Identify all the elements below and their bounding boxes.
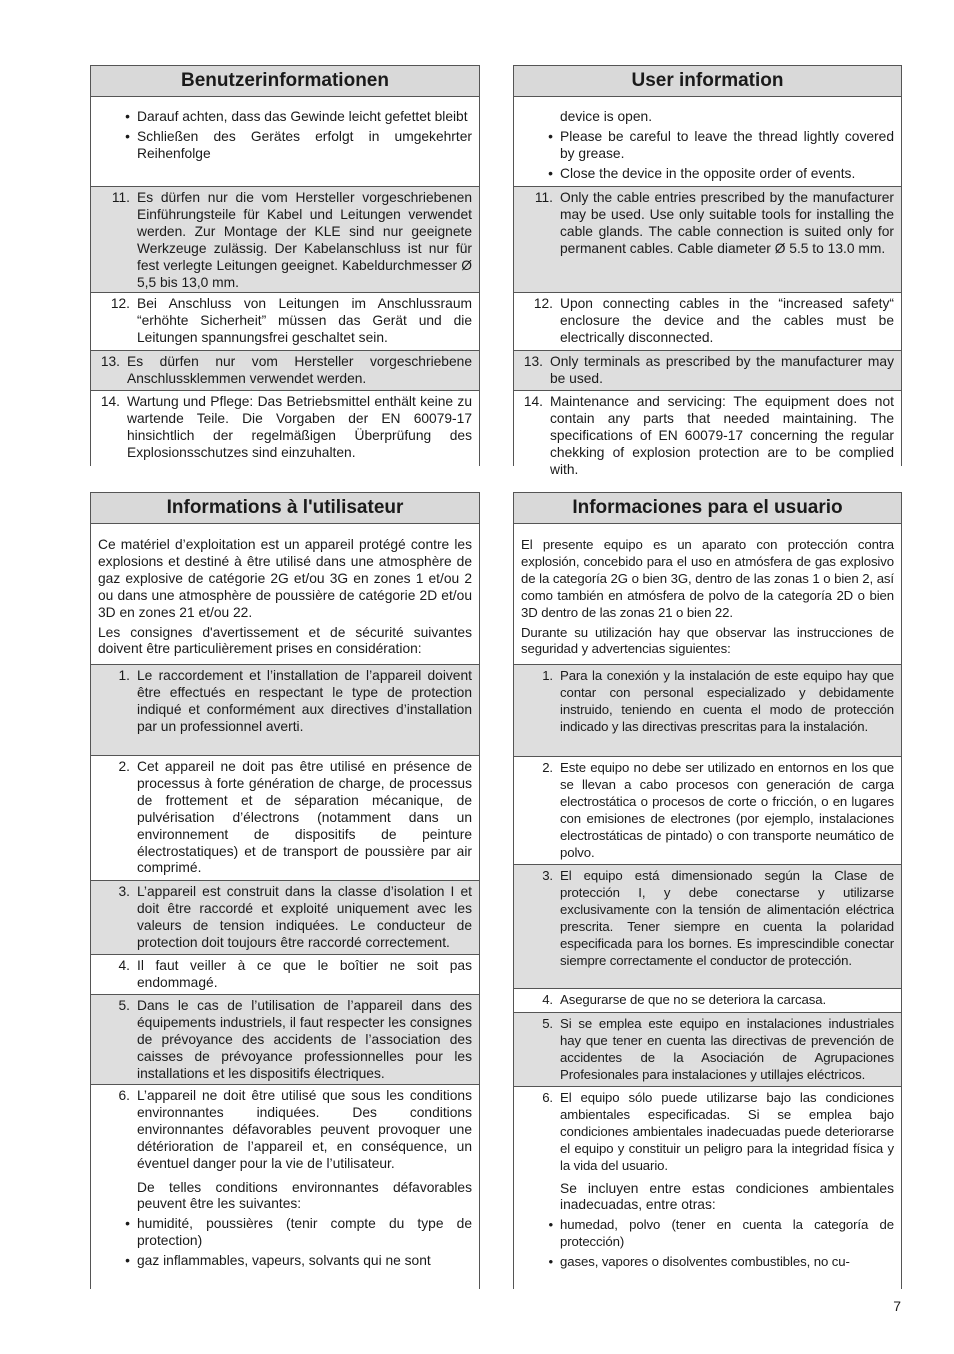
bullet-item: • humidité, poussières (tenir compte du type de protection) [98,1216,472,1250]
section-de [90,65,480,466]
list-item: 13. Es dürfen nur vom Hersteller vorgeschriebene Anschlussklemmen verwendet werden. [91,351,479,391]
bullet-item: • Close the device in the opposite order of events. [521,166,894,183]
list-item: 4. Il faut veiller à ce que le boîtier ne soit pas endommagé. [91,955,479,995]
list-item: 14. Maintenance and servicing: The equipment does not contain any parts that needed maintaining. The specifications of EN 60079-17 concerning the regular chekking of explosion protection are to be complied with. [514,391,901,466]
list-item: device is open. • Please be careful to leave the thread lightly covered by grease. • Close the device in the opposite order of events. [514,97,901,187]
list-item: 3. L’appareil est construit dans la classe d’isolation I et doit être raccordé et exploité uniquement avec les valeurs de tension indiquées. Le conducteur de protection doit toujours être raccordé correctement. [91,881,479,955]
list-item: 2. Este equipo no debe ser utilizado en entornos en los que se llevan a cabo procesos con generación de carga electrostática o procesos de corte o fricción, o en lugares con emisiones de electrones (por ejemplo, instalaciones electrostáticas de pintado) o con transporte neumático de polvo. [514,757,901,865]
bullet-icon: • [548,165,553,181]
bullet-item: • gaz inflammables, vapeurs, solvants qui ne sont [98,1253,472,1270]
list-item: 1. Le raccordement et l’installation de l’appareil doivent être effectués en respectant le type de protection indiqué et conformément aux directives d’installation par un professionnel averti. [91,665,479,756]
list-item: 1. Para la conexión y la instalación de este equipo hay que contar con personal especializado y debidamente instruido, teniendo en cuenta el modo de protección indicado y las directivas prescritas para la instalación. [514,665,901,757]
list-item: 6. El equipo sólo puede utilizarse bajo las condiciones ambientales especificadas. Si se emplea bajo condiciones ambientales inadecuadas puede deteriorarse el equipo y constituir un peligro para la integridad física y la vida del usuario. Se incluyen entre estas condiciones ambientales inadecuadas, entre otras: • humedad, polvo (tener en cuenta la categoría de protección) • gases, vapores o disolventes combustibles, no cu- [514,1087,901,1290]
list-item: 6. L’appareil ne doit être utilisé que sous les conditions environnantes indiquées. Des conditions environnantes défavorables peuvent provoquer une détérioration de l’appareil et, en conséquence, un éventuel danger pour la vie de l’utilisateur. De telles conditions environnantes défavorables peuvent être les suivantes: • humidité, poussières (tenir compte du type de protection) • gaz inflammables, vapeurs, solvants qui ne sont [91,1085,479,1289]
list-item: 5. Dans le cas de l’utilisation de l’appareil dans des équipements industriels, il faut respecter les consignes de prévoyance des accidents de l’association des caisses de prévoyance professionnelles pour les installations et les dispositifs électriques. [91,995,479,1085]
list-item: 14. Wartung und Pflege: Das Betriebsmittel enthält keine zu wartende Teile. Die Vorgaben der EN 60079-17 hinsichtlich der regelmäßigen Überprüfung des Explosionsschutzes sind einzuhalten. [91,391,479,466]
list-item: 2. Cet appareil ne doit pas être utilisé en présence de processus à forte génération de charge, de processus de frottement et de séparation mécanique, de pulvérisation d’électrons (notamment dans un environnement de dispositifs de peinture électrostatiques) et de transport de poussière par air comprimé. [91,756,479,881]
bullet-item: • Schließen des Gerätes erfolgt in umgekehrter Reihenfolge [98,129,472,163]
section-en [513,65,902,477]
bullet-item: • Darauf achten, dass das Gewinde leicht gefettet bleibt [98,109,472,126]
section-es [513,492,902,1289]
list-item: 13. Only terminals as prescribed by the manufacturer may be used. [514,351,901,391]
page-number: 7 [893,1298,901,1314]
bullet-item: • Please be careful to leave the thread lightly covered by grease. [521,129,894,163]
intro: El presente equipo es un aparato con protección contra explosión, concebido para el uso en atmósfera de gas explosivo de la categoría 2G o bien 3G, dentro de las zonas 1 o bien 2, así como también en atmósfera de polvo de la categoría 2D o bien 3D dentro de las zonas 21 o bien 22. Durante su utilización hay que observar las instrucciones de seguridad y advertencias siguientes: [514,524,901,665]
bullet-icon: • [125,1216,130,1232]
list-item: 12. Upon connecting cables in the “increased safety“ enclosure the device and the cables must be electrically disconnected. [514,293,901,351]
section-title: Informaciones para el usuario [514,493,901,524]
section-title: Benutzerinformationen [91,66,479,97]
list-item: 5. Si se emplea este equipo en instalaciones industriales hay que tener en cuenta las directivas de prevención de accidentes de la Asociación de Agrupaciones Profesionales para instalaciones y utillajes eléctricos. [514,1013,901,1087]
bullet-icon: • [548,1217,553,1233]
list-item: 11. Only the cable entries prescribed by the manufacturer may be used. Use only suitable tools for installing the cable glands. The cable connection is suited only for permanent cables. Cable diameter Ø 5.5 to 13.0 mm. [514,187,901,293]
section-fr [90,492,480,1289]
bullet-icon: • [125,1253,130,1269]
section-title: User information [514,66,901,97]
bullet-item: • gases, vapores o disolventes combustibles, no cu- [521,1254,894,1271]
section-title: Informations à l'utilisateur [91,493,479,524]
bullet-icon: • [125,128,130,144]
list-item [91,97,479,187]
bullet-icon: • [548,128,553,144]
list-item: 3. El equipo está dimensionado según la Clase de protección I, y debe conectarse y utilizarse exclusivamente con la tensión de alimentación eléctrica prescrita. Tener siempre en cuenta la polaridad especificada para los bornes. Es imprescindible conectar siempre correctamente el conductor de protección. [514,865,901,989]
list-item: 4. Asegurarse de que no se deteriora la carcasa. [514,989,901,1013]
bullet-item: • humedad, polvo (tener en cuenta la categoría de protección) [521,1217,894,1251]
bullet-icon: • [548,1254,553,1270]
bullet-icon: • [125,109,130,124]
list-item: 11. Es dürfen nur die vom Hersteller vorgeschriebenen Einführungsteile für Kabel und Leitungen verwendet werden. Zur Montage der KLE sind nur geeignete Werkzeuge zulässig. Der Kabelanschluss ist nur für fest verlegte Leitungen geeignet. Kabeldurchmesser Ø 5,5 bis 13,0 mm. [91,187,479,293]
intro: Ce matériel d’exploitation est un appareil protégé contre les explosions et destiné à être utilisé dans une atmosphère de gaz explosive de catégorie 2G et/ou 3G en zones 1 et/ou 2 ou dans une atmosphère de poussière de catégorie 2D et/ou 3D en zones 21 et/ou 22. Les consignes d'avertissement et de sécurité suivantes doivent être particulièrement prises en considération: [91,524,479,665]
list-item: 12. Bei Anschluss von Leitungen im Anschlussraum “erhöhte Sicherheit” müssen das Gerät und die Leitungen spannungsfrei geschaltet sein. [91,293,479,351]
